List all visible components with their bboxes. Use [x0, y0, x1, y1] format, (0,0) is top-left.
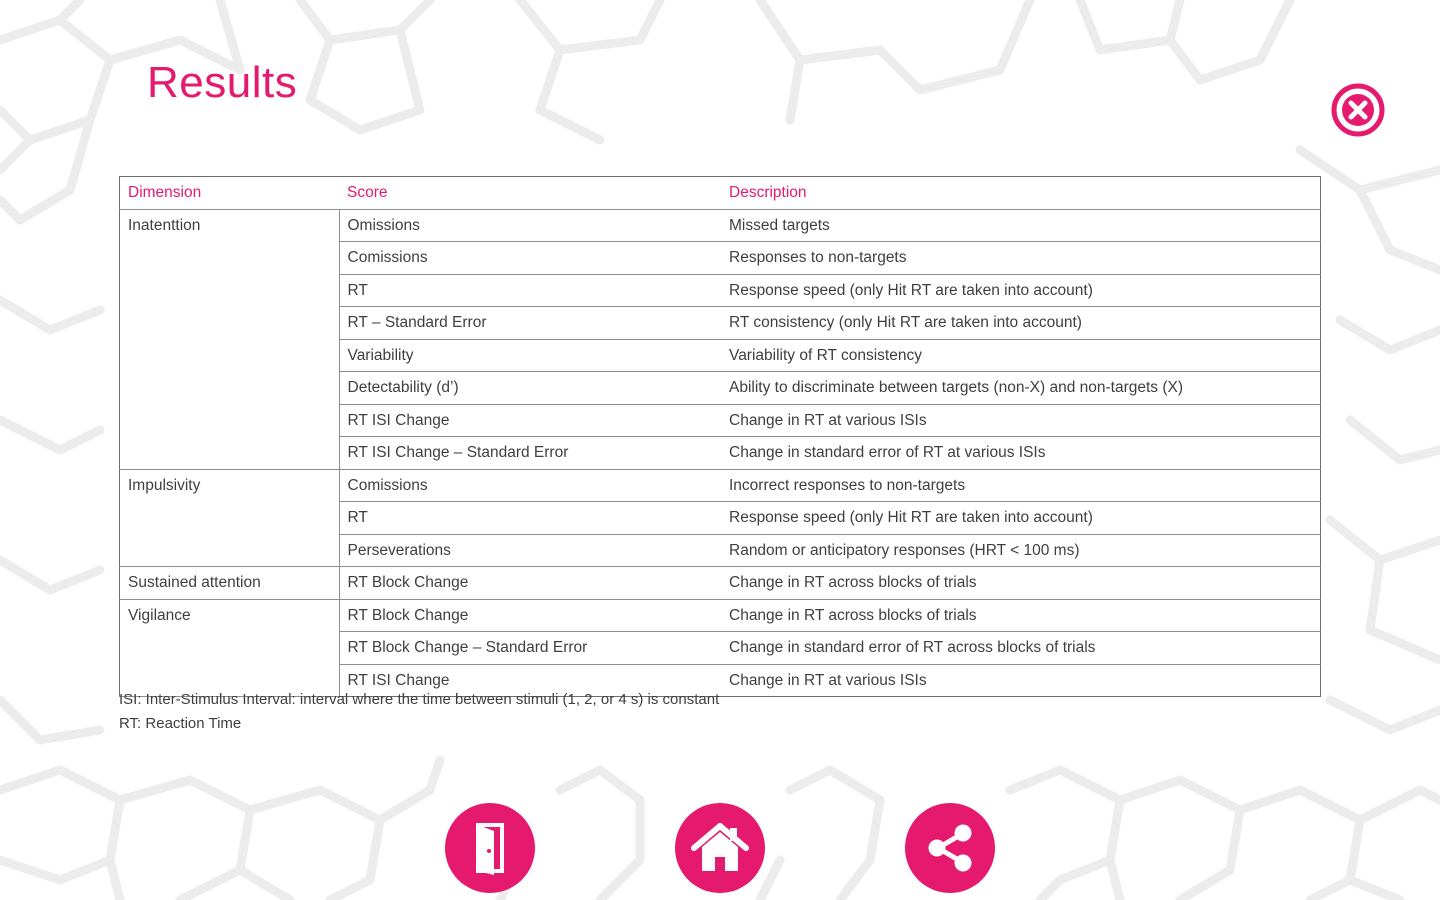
header-description: Description — [721, 177, 1321, 210]
results-table — [119, 176, 1321, 697]
footnote-rt: RT: Reaction Time — [119, 715, 242, 732]
home-icon — [690, 821, 750, 875]
table-row — [120, 469, 1321, 502]
score-cell: RT ISI Change — [339, 404, 721, 437]
dimension-cell: Sustained attention — [120, 567, 340, 600]
dimension-cell: Impulsivity — [120, 469, 340, 567]
description-cell: Response speed (only Hit RT are taken into account) — [721, 502, 1321, 535]
description-cell: Change in RT at various ISIs — [729, 671, 927, 689]
close-button[interactable] — [1330, 82, 1386, 138]
description-cell: Missed targets — [721, 209, 1321, 242]
description-cell: Ability to discriminate between targets (non-X) and non-targets (X) — [721, 372, 1321, 405]
exit-door-icon — [468, 821, 512, 875]
dimension-cell: Inatenttion — [120, 209, 340, 469]
score-cell: Detectability (d’) — [339, 372, 721, 405]
description-cell: Responses to non-targets — [721, 242, 1321, 275]
table-header-row — [120, 177, 1321, 210]
score-cell: RT Block Change — [339, 599, 721, 632]
score-cell: RT Block Change – Standard Error — [339, 632, 721, 665]
score-cell: RT – Standard Error — [339, 307, 721, 340]
description-cell: Change in standard error of RT at various ISIs — [721, 437, 1321, 470]
description-cell: Variability of RT consistency — [721, 339, 1321, 372]
dimension-cell: Vigilance — [120, 599, 340, 697]
home-button[interactable] — [675, 803, 765, 893]
description-cell: Response speed (only Hit RT are taken into account) — [721, 274, 1321, 307]
score-cell: RT Block Change — [339, 567, 721, 600]
header-score: Score — [339, 177, 721, 210]
score-cell: RT ISI Change — [347, 671, 450, 689]
description-cell: Change in standard error of RT across blocks of trials — [721, 632, 1321, 665]
score-cell: RT — [339, 274, 721, 307]
description-cell: Incorrect responses to non-targets — [721, 469, 1321, 502]
description-cell: Change in RT across blocks of trials — [721, 567, 1321, 600]
table-row — [120, 599, 1321, 632]
score-cell: Perseverations — [339, 534, 721, 567]
score-cell: Variability — [339, 339, 721, 372]
footnote-isi: ISI: Inter-Stimulus Interval: interval where the time between stimuli (1, 2, or 4 s) is constant — [119, 691, 720, 708]
share-button[interactable] — [905, 803, 995, 893]
score-cell: Comissions — [339, 469, 721, 502]
score-cell: Omissions — [339, 209, 721, 242]
table-row — [120, 567, 1321, 600]
page-title: Results — [147, 58, 298, 107]
description-cell: RT consistency (only Hit RT are taken into account) — [721, 307, 1321, 340]
share-icon — [922, 820, 978, 876]
exit-button[interactable] — [445, 803, 535, 893]
footnotes — [119, 688, 719, 736]
description-cell: Change in RT across blocks of trials — [721, 599, 1321, 632]
close-icon — [1330, 82, 1386, 138]
description-cell: Random or anticipatory responses (HRT < 100 ms) — [721, 534, 1321, 567]
description-cell: Change in RT at various ISIs — [721, 404, 1321, 437]
results-table-body — [120, 209, 1321, 697]
table-row — [120, 209, 1321, 242]
score-cell: RT — [339, 502, 721, 535]
score-cell: Comissions — [339, 242, 721, 275]
score-cell: RT ISI Change – Standard Error — [339, 437, 721, 470]
header-dimension: Dimension — [120, 177, 340, 210]
